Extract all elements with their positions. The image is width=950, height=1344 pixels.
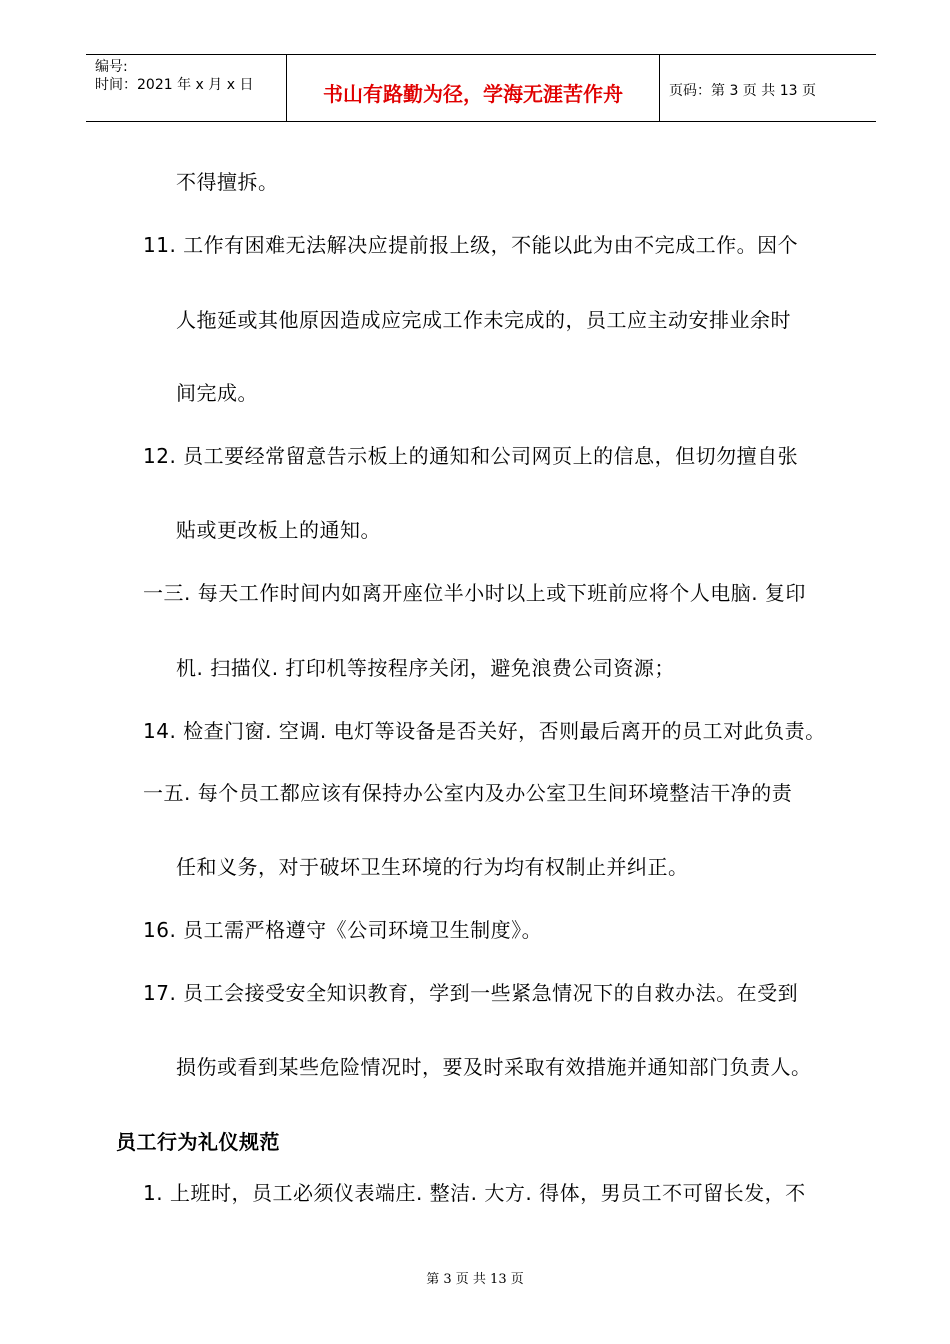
list-item-12: 12. 员工要经常留意告示板上的通知和公司网页上的信息，但切勿擅自张	[143, 444, 799, 468]
list-item-17: 17. 员工会接受安全知识教育，学到一些紧急情况下的自救办法。在受到	[143, 981, 799, 1005]
text-line: 间完成。	[176, 381, 258, 405]
text-line: 损伤或看到某些危险情况时，要及时采取有效措施并通知部门负责人。	[176, 1055, 812, 1079]
list-item-1: 1. 上班时，员工必须仪表端庄. 整洁. 大方. 得体，男员工不可留长发，不	[143, 1181, 806, 1205]
list-item-13: 一三. 每天工作时间内如离开座位半小时以上或下班前应将个人电脑. 复印	[143, 581, 806, 605]
section-heading: 员工行为礼仪规范	[116, 1130, 280, 1154]
page-footer: 第 3 页 共 13 页	[426, 1272, 524, 1287]
header-motto-cell	[286, 55, 660, 121]
page-info: 页码：第 3 页 共 13 页	[669, 83, 816, 99]
page-header	[86, 54, 876, 122]
time-label: 时间：2021 年 x 月 x 日	[95, 77, 254, 93]
motto-text: 书山有路勤为径，学海无涯苦作舟	[323, 82, 623, 106]
list-item-15: 一五. 每个员工都应该有保持办公室内及办公室卫生间环境整洁干净的责	[143, 781, 793, 805]
list-item-11: 11. 工作有困难无法解决应提前报上级，不能以此为由不完成工作。因个	[143, 233, 799, 257]
text-line: 任和义务，对于破坏卫生环境的行为均有权制止并纠正。	[176, 855, 689, 879]
list-item-16: 16. 员工需严格遵守《公司环境卫生制度》。	[143, 918, 543, 942]
number-label: 编号:	[95, 59, 128, 75]
header-meta-cell	[86, 55, 286, 121]
text-line: 人拖延或其他原因造成应完成工作未完成的，员工应主动安排业余时	[176, 308, 791, 332]
header-page-cell	[660, 55, 876, 121]
list-item-14: 14. 检查门窗. 空调. 电灯等设备是否关好，否则最后离开的员工对此负责。	[143, 719, 826, 743]
text-line: 贴或更改板上的通知。	[176, 518, 381, 542]
text-line: 机. 扫描仪. 打印机等按程序关闭，避免浪费公司资源；	[176, 656, 675, 680]
text-line: 不得擅拆。	[176, 170, 279, 194]
